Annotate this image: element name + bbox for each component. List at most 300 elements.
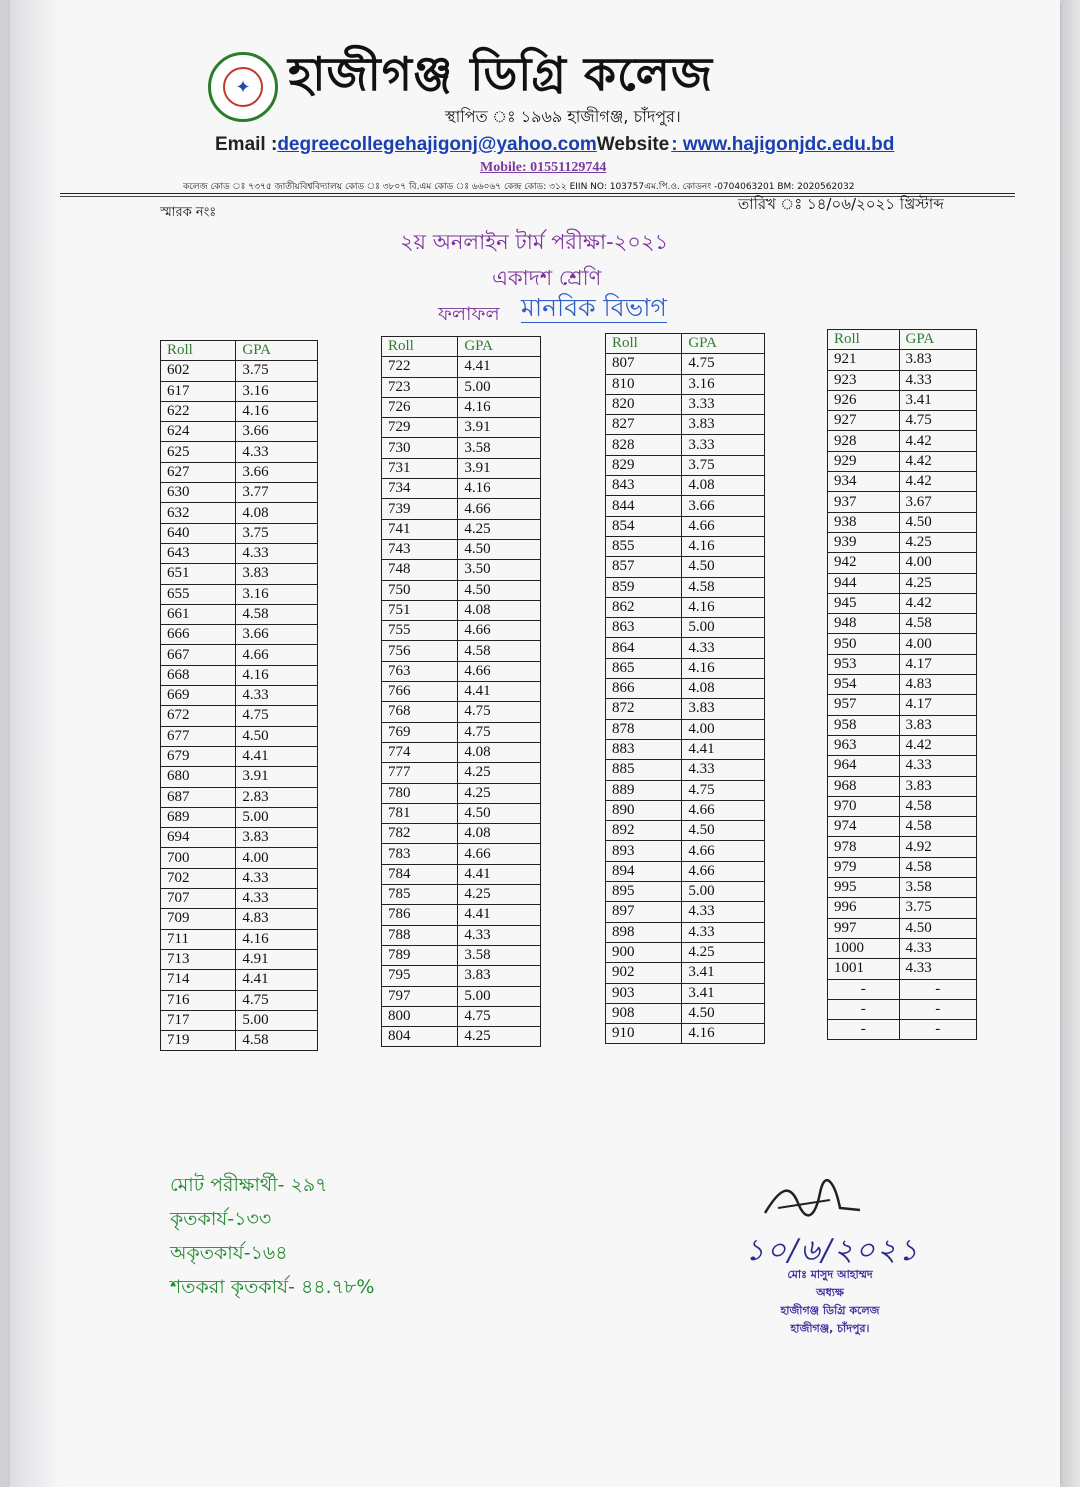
roll-cell: 748 xyxy=(382,560,458,580)
table-row xyxy=(382,377,541,397)
gpa-cell: 4.66 xyxy=(458,621,541,641)
pass-rate: শতকরা কৃতকার্য- ৪৪.৭৮% xyxy=(170,1276,375,1298)
gpa-cell: 3.75 xyxy=(682,455,765,475)
roll-cell: - xyxy=(828,979,900,999)
table-row xyxy=(382,458,541,478)
gpa-cell: 4.92 xyxy=(899,837,976,857)
roll-cell: 624 xyxy=(161,422,236,442)
gpa-cell: 4.75 xyxy=(236,990,318,1010)
table-row xyxy=(382,397,541,417)
roll-cell: 786 xyxy=(382,905,458,925)
result-table-4 xyxy=(827,329,977,1040)
table-row xyxy=(382,986,541,1006)
table-row xyxy=(161,543,318,563)
gpa-cell: 3.91 xyxy=(458,458,541,478)
gpa-cell: 3.91 xyxy=(458,418,541,438)
gpa-cell: 3.50 xyxy=(458,560,541,580)
table-row xyxy=(606,780,765,800)
signatory-college: হাজীগঞ্জ ডিগ্রি কলেজ xyxy=(780,1304,880,1317)
gpa-cell: 4.50 xyxy=(236,726,318,746)
roll-cell: 782 xyxy=(382,824,458,844)
roll-cell: 743 xyxy=(382,539,458,559)
roll-cell: 643 xyxy=(161,543,236,563)
gpa-cell: 4.58 xyxy=(458,641,541,661)
roll-cell: 866 xyxy=(606,679,682,699)
table-row xyxy=(161,584,318,604)
roll-cell: - xyxy=(828,1020,900,1040)
table-row xyxy=(606,415,765,435)
gpa-cell: 4.42 xyxy=(899,593,976,613)
gpa-cell: 4.17 xyxy=(899,654,976,674)
roll-cell: 741 xyxy=(382,519,458,539)
table-row xyxy=(382,499,541,519)
roll-cell: 651 xyxy=(161,564,236,584)
roll-cell: 730 xyxy=(382,438,458,458)
table-row xyxy=(382,844,541,864)
roll-cell: 903 xyxy=(606,983,682,1003)
document-date: তারিখ ঃ ১৪/০৬/২০২১ খ্রিস্টাব্দ xyxy=(738,195,944,213)
roll-cell: 622 xyxy=(161,401,236,421)
table-row xyxy=(161,706,318,726)
gpa-cell: 4.16 xyxy=(682,1024,765,1044)
institution-codes: কলেজ কোড ঃ ৭৩৭৫ জাতীয়বিশ্ববিদ্যালয় কোড ঃ ৩৮০৭ বি.এম কোড ঃ ৬৬০৬৭ কেন্দ্র কোড: ৩১২ EIIN NO: 103757এম.পি.ও. কোডনং -0704063201 BM: 2020562032 xyxy=(183,182,855,192)
roll-cell: 731 xyxy=(382,458,458,478)
gpa-cell: 4.08 xyxy=(682,476,765,496)
gpa-cell: 5.00 xyxy=(236,807,318,827)
table-row xyxy=(606,394,765,414)
gpa-cell: 4.41 xyxy=(682,739,765,759)
roll-cell: 908 xyxy=(606,1003,682,1023)
gpa-cell: 3.77 xyxy=(236,483,318,503)
gpa-cell: 4.00 xyxy=(682,719,765,739)
table-row xyxy=(382,438,541,458)
result-table-2 xyxy=(381,336,541,1047)
table-row xyxy=(382,885,541,905)
gpa-cell: 4.25 xyxy=(682,942,765,962)
roll-cell: 921 xyxy=(828,350,900,370)
roll-cell: 781 xyxy=(382,803,458,823)
table-row xyxy=(382,580,541,600)
table-row xyxy=(828,390,977,410)
gpa-cell: 4.25 xyxy=(458,885,541,905)
table-row xyxy=(606,983,765,1003)
roll-cell: 898 xyxy=(606,922,682,942)
table-row xyxy=(161,422,318,442)
table-row xyxy=(382,539,541,559)
table-row xyxy=(161,909,318,929)
website-label: Website xyxy=(596,134,670,155)
roll-cell: 677 xyxy=(161,726,236,746)
table-row xyxy=(161,686,318,706)
table-row xyxy=(606,618,765,638)
table-row xyxy=(161,889,318,909)
roll-cell: 968 xyxy=(828,776,900,796)
table-row xyxy=(606,597,765,617)
table-row xyxy=(606,1024,765,1044)
gpa-cell: 3.83 xyxy=(899,776,976,796)
gpa-cell: 4.50 xyxy=(899,512,976,532)
roll-cell: 717 xyxy=(161,1010,236,1030)
gpa-column-header: GPA xyxy=(682,334,765,354)
gpa-cell: 4.83 xyxy=(236,909,318,929)
roll-cell: 958 xyxy=(828,715,900,735)
roll-cell: 974 xyxy=(828,817,900,837)
gpa-cell: 3.16 xyxy=(236,381,318,401)
roll-cell: 751 xyxy=(382,600,458,620)
table-row xyxy=(828,411,977,431)
gpa-cell: 4.33 xyxy=(236,686,318,706)
gpa-cell: 4.41 xyxy=(458,682,541,702)
gpa-cell: 5.00 xyxy=(682,618,765,638)
table-row xyxy=(382,479,541,499)
gpa-cell: 4.50 xyxy=(458,580,541,600)
table-row xyxy=(606,760,765,780)
gpa-cell: 4.33 xyxy=(458,925,541,945)
table-row xyxy=(828,695,977,715)
roll-cell: 602 xyxy=(161,361,236,381)
table-row xyxy=(828,553,977,573)
roll-cell: 800 xyxy=(382,1006,458,1026)
gpa-cell: 3.41 xyxy=(682,963,765,983)
table-row xyxy=(606,902,765,922)
gpa-cell: 4.50 xyxy=(458,803,541,823)
roll-cell: 630 xyxy=(161,483,236,503)
gpa-cell: 4.08 xyxy=(236,503,318,523)
gpa-cell: 4.00 xyxy=(899,634,976,654)
roll-cell: 755 xyxy=(382,621,458,641)
website-link[interactable]: : www.hajigonjdc.edu.bd xyxy=(671,134,895,155)
table-header-row xyxy=(382,337,541,357)
table-row xyxy=(382,966,541,986)
roll-column-header: Roll xyxy=(606,334,682,354)
roll-cell: 687 xyxy=(161,787,236,807)
gpa-cell: 4.75 xyxy=(458,702,541,722)
table-row xyxy=(828,512,977,532)
roll-cell: 804 xyxy=(382,1027,458,1047)
table-row xyxy=(606,942,765,962)
roll-cell: 672 xyxy=(161,706,236,726)
table-row xyxy=(161,442,318,462)
roll-cell: 669 xyxy=(161,686,236,706)
gpa-cell: 4.33 xyxy=(682,638,765,658)
table-row xyxy=(161,848,318,868)
roll-cell: 928 xyxy=(828,431,900,451)
gpa-cell: 4.16 xyxy=(458,397,541,417)
signature-scribble xyxy=(760,1178,870,1228)
gpa-cell: 4.25 xyxy=(458,1027,541,1047)
gpa-cell: 3.83 xyxy=(458,966,541,986)
gpa-cell: 4.41 xyxy=(458,357,541,377)
roll-cell: 766 xyxy=(382,682,458,702)
roll-cell: 1000 xyxy=(828,938,900,958)
roll-cell: 756 xyxy=(382,641,458,661)
roll-cell: 774 xyxy=(382,742,458,762)
gpa-cell: 3.67 xyxy=(899,492,976,512)
gpa-cell: 3.58 xyxy=(458,945,541,965)
gpa-cell: 4.25 xyxy=(458,783,541,803)
table-row xyxy=(828,938,977,958)
table-row xyxy=(828,573,977,593)
roll-cell: 702 xyxy=(161,868,236,888)
gpa-cell: 4.33 xyxy=(236,868,318,888)
gpa-cell: 4.75 xyxy=(458,1006,541,1026)
roll-cell: 938 xyxy=(828,512,900,532)
gpa-cell: 4.50 xyxy=(682,821,765,841)
gpa-cell: 4.66 xyxy=(682,800,765,820)
roll-cell: 788 xyxy=(382,925,458,945)
table-row xyxy=(161,523,318,543)
table-row xyxy=(828,999,977,1019)
college-name: হাজীগঞ্জ ডিগ্রি কলেজ xyxy=(288,47,714,101)
gpa-cell: 4.33 xyxy=(236,889,318,909)
table-header-row xyxy=(606,334,765,354)
roll-cell: 872 xyxy=(606,699,682,719)
page-edge-shadow xyxy=(1062,0,1080,1487)
roll-cell: 957 xyxy=(828,695,900,715)
gpa-cell: 4.66 xyxy=(458,844,541,864)
gpa-cell: 5.00 xyxy=(682,882,765,902)
signature-date: ১০/৬/২০২১ xyxy=(745,1233,920,1268)
table-row xyxy=(606,638,765,658)
table-row xyxy=(828,350,977,370)
gpa-cell: 4.66 xyxy=(458,499,541,519)
gpa-cell: 4.08 xyxy=(458,824,541,844)
gpa-cell: 4.58 xyxy=(899,817,976,837)
table-row xyxy=(161,746,318,766)
table-row xyxy=(828,451,977,471)
roll-cell: 954 xyxy=(828,675,900,695)
roll-cell: 719 xyxy=(161,1031,236,1051)
email-link[interactable]: degreecollegehajigonj@yahoo.com xyxy=(277,134,597,155)
gpa-cell: 4.17 xyxy=(899,695,976,715)
table-row xyxy=(828,756,977,776)
gpa-cell: 4.58 xyxy=(899,857,976,877)
table-row xyxy=(382,742,541,762)
gpa-cell: 4.41 xyxy=(236,746,318,766)
gpa-cell: - xyxy=(899,1020,976,1040)
exam-title: ২য় অনলাইন টার্ম পরীক্ষা-২০২১ xyxy=(400,230,669,254)
gpa-cell: 4.33 xyxy=(899,938,976,958)
roll-cell: 862 xyxy=(606,597,682,617)
roll-cell: 843 xyxy=(606,476,682,496)
gpa-cell: 4.50 xyxy=(899,918,976,938)
gpa-cell: 3.41 xyxy=(899,390,976,410)
gpa-cell: 3.66 xyxy=(236,422,318,442)
gpa-cell: 4.50 xyxy=(682,557,765,577)
roll-cell: 722 xyxy=(382,357,458,377)
roll-cell: 627 xyxy=(161,462,236,482)
gpa-cell: 4.42 xyxy=(899,431,976,451)
table-row xyxy=(382,945,541,965)
gpa-column-header: GPA xyxy=(458,337,541,357)
table-row xyxy=(828,593,977,613)
roll-cell: - xyxy=(828,999,900,1019)
table-row xyxy=(606,800,765,820)
roll-cell: 996 xyxy=(828,898,900,918)
roll-cell: 783 xyxy=(382,844,458,864)
table-row xyxy=(161,828,318,848)
gpa-cell: 3.83 xyxy=(682,415,765,435)
roll-cell: 661 xyxy=(161,604,236,624)
table-row xyxy=(606,719,765,739)
gpa-cell: 3.91 xyxy=(236,767,318,787)
gpa-cell: 4.50 xyxy=(682,1003,765,1023)
table-row xyxy=(382,722,541,742)
roll-cell: 897 xyxy=(606,902,682,922)
gpa-cell: 4.16 xyxy=(682,658,765,678)
roll-cell: 942 xyxy=(828,553,900,573)
gpa-cell: 4.33 xyxy=(899,370,976,390)
roll-cell: 789 xyxy=(382,945,458,965)
gpa-cell: 4.75 xyxy=(236,706,318,726)
table-row xyxy=(161,868,318,888)
table-row xyxy=(828,857,977,877)
table-row xyxy=(606,1003,765,1023)
table-row xyxy=(382,763,541,783)
gpa-cell: 4.58 xyxy=(236,604,318,624)
signatory-name: মোঃ মাসুদ আহাম্মদ xyxy=(787,1268,873,1281)
roll-cell: 827 xyxy=(606,415,682,435)
roll-cell: 694 xyxy=(161,828,236,848)
gpa-cell: 3.83 xyxy=(236,564,318,584)
gpa-cell: 4.66 xyxy=(458,661,541,681)
gpa-cell: 4.08 xyxy=(458,600,541,620)
gpa-cell: 4.16 xyxy=(682,597,765,617)
gpa-cell: 4.25 xyxy=(458,763,541,783)
table-row xyxy=(161,807,318,827)
roll-cell: 953 xyxy=(828,654,900,674)
roll-cell: 689 xyxy=(161,807,236,827)
gpa-cell: 4.58 xyxy=(682,577,765,597)
result-label: ফলাফল xyxy=(438,303,500,325)
roll-cell: 929 xyxy=(828,451,900,471)
table-row xyxy=(828,796,977,816)
roll-cell: 723 xyxy=(382,377,458,397)
gpa-cell: 3.58 xyxy=(899,878,976,898)
roll-column-header: Roll xyxy=(828,330,900,350)
roll-cell: 894 xyxy=(606,861,682,881)
roll-cell: 878 xyxy=(606,719,682,739)
roll-cell: 707 xyxy=(161,889,236,909)
department-name: মানবিক বিভাগ xyxy=(521,293,667,322)
table-row xyxy=(161,767,318,787)
table-row xyxy=(828,614,977,634)
table-row xyxy=(161,787,318,807)
table-row xyxy=(828,837,977,857)
gpa-cell: 3.16 xyxy=(236,584,318,604)
table-row xyxy=(828,1020,977,1040)
roll-cell: 632 xyxy=(161,503,236,523)
class-title: একাদশ শ্রেণি xyxy=(492,266,602,290)
table-row xyxy=(161,1031,318,1051)
roll-cell: 739 xyxy=(382,499,458,519)
table-row xyxy=(382,824,541,844)
roll-cell: 923 xyxy=(828,370,900,390)
roll-cell: 768 xyxy=(382,702,458,722)
gpa-cell: 4.16 xyxy=(236,929,318,949)
gpa-cell: 4.33 xyxy=(236,442,318,462)
table-row xyxy=(382,905,541,925)
gpa-cell: 3.33 xyxy=(682,394,765,414)
roll-cell: 655 xyxy=(161,584,236,604)
table-row xyxy=(161,990,318,1010)
result-table-1 xyxy=(160,340,318,1051)
table-row xyxy=(606,557,765,577)
table-row xyxy=(161,483,318,503)
table-row xyxy=(382,418,541,438)
gpa-cell: 4.83 xyxy=(899,675,976,695)
contact-line xyxy=(215,134,894,156)
table-row xyxy=(382,661,541,681)
roll-cell: 777 xyxy=(382,763,458,783)
gpa-cell: 4.33 xyxy=(899,756,976,776)
gpa-cell: 3.75 xyxy=(899,898,976,918)
roll-cell: 937 xyxy=(828,492,900,512)
gpa-cell: 4.25 xyxy=(899,573,976,593)
table-row xyxy=(606,577,765,597)
roll-cell: 844 xyxy=(606,496,682,516)
roll-cell: 890 xyxy=(606,800,682,820)
table-row xyxy=(382,621,541,641)
table-row xyxy=(606,679,765,699)
gpa-cell: 4.41 xyxy=(458,905,541,925)
gpa-cell: 5.00 xyxy=(458,986,541,1006)
roll-cell: 680 xyxy=(161,767,236,787)
gpa-cell: 4.25 xyxy=(899,532,976,552)
roll-cell: 729 xyxy=(382,418,458,438)
passed-count: কৃতকার্য-১৩৩ xyxy=(170,1208,272,1230)
roll-cell: 679 xyxy=(161,746,236,766)
roll-cell: 617 xyxy=(161,381,236,401)
table-row xyxy=(606,922,765,942)
gpa-cell: 4.58 xyxy=(899,614,976,634)
gpa-cell: 4.16 xyxy=(236,665,318,685)
table-row xyxy=(606,841,765,861)
roll-cell: 666 xyxy=(161,625,236,645)
table-row xyxy=(828,370,977,390)
roll-cell: 997 xyxy=(828,918,900,938)
table-row xyxy=(382,925,541,945)
failed-count: অকৃতকার্য-১৬৪ xyxy=(170,1242,288,1264)
roll-cell: 797 xyxy=(382,986,458,1006)
table-row xyxy=(828,715,977,735)
gpa-column-header: GPA xyxy=(236,341,318,361)
roll-cell: 979 xyxy=(828,857,900,877)
table-row xyxy=(161,462,318,482)
gpa-cell: 4.75 xyxy=(682,354,765,374)
table-row xyxy=(161,625,318,645)
roll-cell: 734 xyxy=(382,479,458,499)
gpa-cell: 3.75 xyxy=(236,523,318,543)
gpa-cell: 3.16 xyxy=(682,374,765,394)
table-row xyxy=(606,374,765,394)
roll-cell: 726 xyxy=(382,397,458,417)
table-row xyxy=(382,864,541,884)
table-row xyxy=(161,929,318,949)
roll-cell: 763 xyxy=(382,661,458,681)
gpa-cell: - xyxy=(899,979,976,999)
roll-cell: 857 xyxy=(606,557,682,577)
roll-cell: 889 xyxy=(606,780,682,800)
table-row xyxy=(828,817,977,837)
table-row xyxy=(382,702,541,722)
table-row xyxy=(606,821,765,841)
gpa-cell: 4.41 xyxy=(458,864,541,884)
gpa-cell: 3.66 xyxy=(682,496,765,516)
roll-cell: 895 xyxy=(606,882,682,902)
table-row xyxy=(606,658,765,678)
gpa-cell: 4.75 xyxy=(682,780,765,800)
